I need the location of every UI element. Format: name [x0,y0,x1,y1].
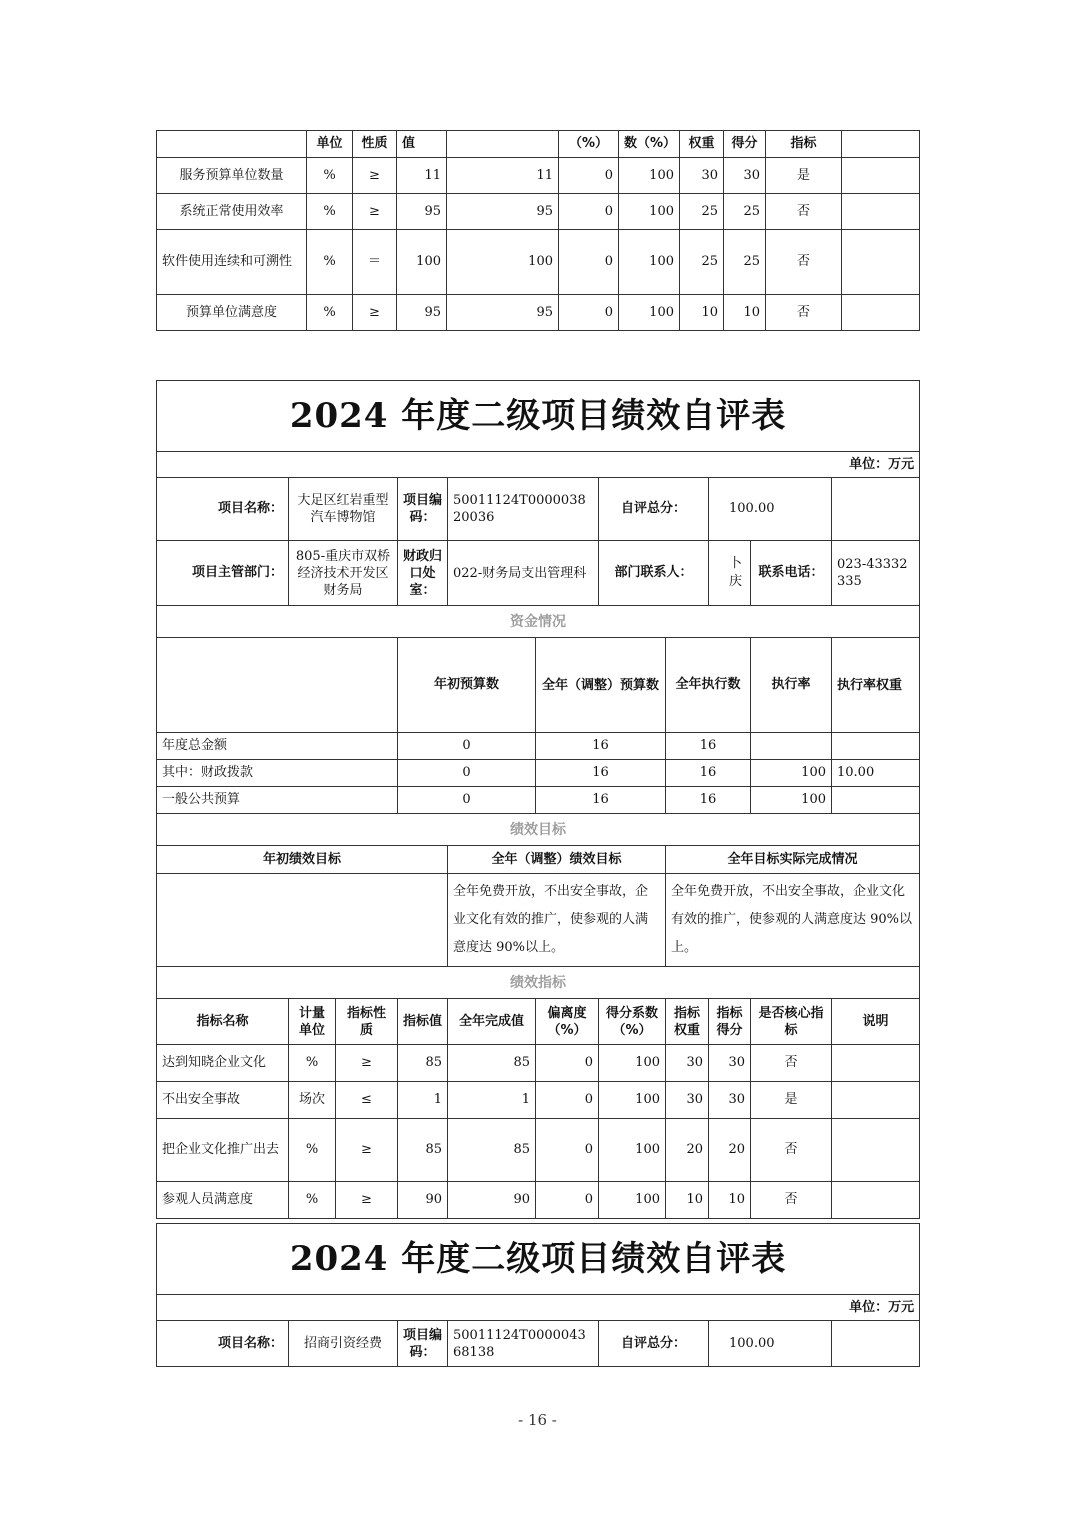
header-cell: 是否核心指标 [751,999,832,1045]
indicator-deviation: 0 [559,158,619,194]
indicator-nature: ＝ [353,230,397,295]
indicator-deviation: 0 [559,194,619,230]
unit-label: 单位：万元 [157,452,920,478]
indicator-coef: 100 [599,1045,666,1082]
header-cell [842,131,920,158]
indicator-value: 90 [398,1182,448,1219]
header-cell: 计量单位 [289,999,336,1045]
form-title: 2024 年度二级项目绩效自评表 [157,1224,920,1295]
project-info-row [157,478,920,541]
goal-actual: 全年免费开放，不出安全事故，企业文化有效的推广，使参观的人满意度达 90%以上。 [666,874,920,967]
indicator-note [832,1182,920,1219]
indicator-name: 参观人员满意度 [157,1182,289,1219]
project-code-label: 项目编码： [398,1321,448,1367]
indicator-deviation: 0 [536,1045,599,1082]
indicator-nature: ≥ [353,158,397,194]
indicator-coef: 100 [619,194,680,230]
indicator-table-continued [156,130,920,331]
unit-label: 单位：万元 [157,1295,920,1321]
indicator-name: 达到知晓企业文化 [157,1045,289,1082]
funds-row [157,733,920,760]
indicator-value: 95 [397,194,447,230]
indicator-weight: 10 [680,295,724,331]
indicator-score: 30 [709,1045,751,1082]
contact-name: 卜庆 [709,541,751,606]
indicator-value: 100 [397,230,447,295]
indicator-core: 是 [766,158,842,194]
indicator-note [842,230,920,295]
indicator-note [842,295,920,331]
header-cell: 执行率 [751,638,832,733]
funds-section-header: 资金情况 [157,606,920,638]
indicator-weight: 10 [666,1182,709,1219]
indicator-done: 85 [448,1045,536,1082]
indicator-done: 1 [448,1082,536,1119]
empty-cell [832,478,920,541]
indicator-note [832,1045,920,1082]
indicator-done: 11 [447,158,559,194]
header-cell [157,638,398,733]
funds-rate: 100 [751,760,832,787]
total-score-label: 自评总分： [599,478,709,541]
phone-label-cell [751,541,832,606]
indicator-score: 25 [724,194,766,230]
table-row [157,158,920,194]
header-cell: 数（%） [619,131,680,158]
funds-init: 0 [398,760,536,787]
header-cell: 全年（调整）预算数 [536,638,666,733]
table-row [157,1119,920,1182]
funds-weight [832,733,920,760]
funds-init: 0 [398,787,536,814]
funds-name: 其中：财政拨款 [157,760,398,787]
indicator-note [832,1119,920,1182]
indicator-deviation: 0 [559,230,619,295]
total-score-label: 自评总分： [599,1321,709,1367]
table-header-row [157,131,920,158]
indicator-nature: ≥ [336,1119,398,1182]
funds-row [157,787,920,814]
indicator-unit: % [289,1045,336,1082]
indicator-nature: ≥ [353,295,397,331]
phone-number [832,541,920,606]
funds-adjusted: 16 [536,787,666,814]
funds-init: 0 [398,733,536,760]
dept-info-row [157,541,920,606]
self-evaluation-table [156,380,920,1219]
project-name: 招商引资经费 [289,1321,398,1367]
header-cell: 权重 [680,131,724,158]
indicator-weight: 30 [666,1082,709,1119]
office-name: 022-财务局支出管理科 [448,541,599,606]
indicator-deviation: 0 [536,1082,599,1119]
header-cell: 全年执行数 [666,638,751,733]
goal-header-row [157,846,920,874]
table-row [157,295,920,331]
indicator-unit: % [307,295,353,331]
header-cell: 年初绩效目标 [157,846,448,874]
phone-number-text: 023-43332335 [837,557,908,589]
indicator-value: 85 [398,1119,448,1182]
project-info-row [157,1321,920,1367]
form-title: 2024 年度二级项目绩效自评表 [157,381,920,452]
indicator-coef: 100 [619,158,680,194]
indicator-deviation: 0 [536,1182,599,1219]
table-row [157,1182,920,1219]
indicator-core: 是 [751,1082,832,1119]
indicator-core: 否 [751,1045,832,1082]
indicator-score: 30 [709,1082,751,1119]
header-cell: 得分系数（%） [599,999,666,1045]
indicator-coef: 100 [619,295,680,331]
indicator-done: 100 [447,230,559,295]
indicator-unit: % [289,1182,336,1219]
indicator-coef: 100 [599,1182,666,1219]
indicator-nature: ≥ [353,194,397,230]
dept-label: 项目主管部门： [157,541,289,606]
indicator-weight: 30 [666,1045,709,1082]
indicator-core: 否 [751,1119,832,1182]
phone-label: 联系电话： [758,565,824,580]
project-name-label: 项目名称： [157,1321,289,1367]
indicator-coef: 100 [599,1119,666,1182]
header-cell: 说明 [832,999,920,1045]
funds-rate: 100 [751,787,832,814]
indicator-score: 30 [724,158,766,194]
indicator-note [842,194,920,230]
header-cell: 值 [397,131,447,158]
indicator-core: 否 [766,194,842,230]
indicator-coef: 100 [619,230,680,295]
indicator-done: 95 [447,295,559,331]
funds-name: 一般公共预算 [157,787,398,814]
indicator-value: 1 [398,1082,448,1119]
indicator-name: 软件使用连续和可溯性 [157,230,307,295]
indicator-name: 系统正常使用效率 [157,194,307,230]
indicator-weight: 30 [680,158,724,194]
header-cell: 单位 [307,131,353,158]
page-number: - 16 - [518,1411,557,1429]
table-row [157,1082,920,1119]
indicator-name: 不出安全事故 [157,1082,289,1119]
goal-initial [157,874,448,967]
funds-executed: 16 [666,787,751,814]
indicator-core: 否 [766,230,842,295]
header-cell: 全年（调整）绩效目标 [448,846,666,874]
project-code-label: 项目编码： [398,478,448,541]
indicator-done: 95 [447,194,559,230]
indicator-weight: 20 [666,1119,709,1182]
funds-executed: 16 [666,760,751,787]
project-name: 大足区红岩重型汽车博物馆 [289,478,398,541]
header-cell: 偏离度（%） [536,999,599,1045]
header-cell: 全年完成值 [448,999,536,1045]
goal-row [157,874,920,967]
indicator-weight: 25 [680,230,724,295]
indicator-note [832,1082,920,1119]
indicator-name: 预算单位满意度 [157,295,307,331]
funds-executed: 16 [666,733,751,760]
indicator-nature: ≥ [336,1045,398,1082]
indicator-section-header: 绩效指标 [157,967,920,999]
contact-label: 部门联系人： [599,541,709,606]
total-score: 100.00 [709,478,832,541]
project-code: 50011124T000003820036 [448,478,599,541]
total-score: 100.00 [709,1321,832,1367]
header-cell: 指标名称 [157,999,289,1045]
project-code: 50011124T000004368138 [448,1321,599,1367]
table-row [157,194,920,230]
header-cell: 年初预算数 [398,638,536,733]
funds-name: 年度总金额 [157,733,398,760]
indicator-name: 服务预算单位数量 [157,158,307,194]
header-cell: 得分 [724,131,766,158]
indicator-core: 否 [751,1182,832,1219]
empty-cell [832,1321,920,1367]
indicator-unit: % [307,230,353,295]
indicator-core: 否 [766,295,842,331]
funds-adjusted: 16 [536,760,666,787]
funds-header-row [157,638,920,733]
header-cell: 指标性质 [336,999,398,1045]
indicator-unit: 场次 [289,1082,336,1119]
header-cell: 指标 [766,131,842,158]
indicator-coef: 100 [599,1082,666,1119]
indicator-deviation: 0 [559,295,619,331]
indicator-value: 85 [398,1045,448,1082]
header-cell [447,131,559,158]
self-evaluation-table-2 [156,1223,920,1367]
header-cell [157,131,307,158]
indicator-note [842,158,920,194]
funds-rate [751,733,832,760]
header-cell: 性质 [353,131,397,158]
funds-weight [832,787,920,814]
indicator-unit: % [307,194,353,230]
indicator-unit: % [289,1119,336,1182]
dept-name: 805-重庆市双桥经济技术开发区财务局 [289,541,398,606]
table-row [157,230,920,295]
table-row [157,1045,920,1082]
indicator-value: 95 [397,295,447,331]
indicator-score: 10 [724,295,766,331]
indicator-score: 20 [709,1119,751,1182]
project-name-label: 项目名称： [157,478,289,541]
header-cell: （%） [559,131,619,158]
funds-adjusted: 16 [536,733,666,760]
header-cell: 全年目标实际完成情况 [666,846,920,874]
indicator-done: 90 [448,1182,536,1219]
indicator-value: 11 [397,158,447,194]
indicator-weight: 25 [680,194,724,230]
indicator-score: 10 [709,1182,751,1219]
funds-row [157,760,920,787]
header-cell: 指标值 [398,999,448,1045]
indicator-done: 85 [448,1119,536,1182]
funds-weight: 10.00 [832,760,920,787]
goal-adjusted: 全年免费开放，不出安全事故，企业文化有效的推广，使参观的人满意度达 90%以上。 [448,874,666,967]
indicator-header-row [157,999,920,1045]
header-cell: 指标得分 [709,999,751,1045]
indicator-deviation: 0 [536,1119,599,1182]
indicator-name: 把企业文化推广出去 [157,1119,289,1182]
indicator-score: 25 [724,230,766,295]
indicator-nature: ≥ [336,1182,398,1219]
header-cell: 指标权重 [666,999,709,1045]
indicator-nature: ≤ [336,1082,398,1119]
header-cell: 执行率权重 [832,638,920,733]
office-label: 财政归口处室： [398,541,448,606]
indicator-unit: % [307,158,353,194]
goal-section-header: 绩效目标 [157,814,920,846]
